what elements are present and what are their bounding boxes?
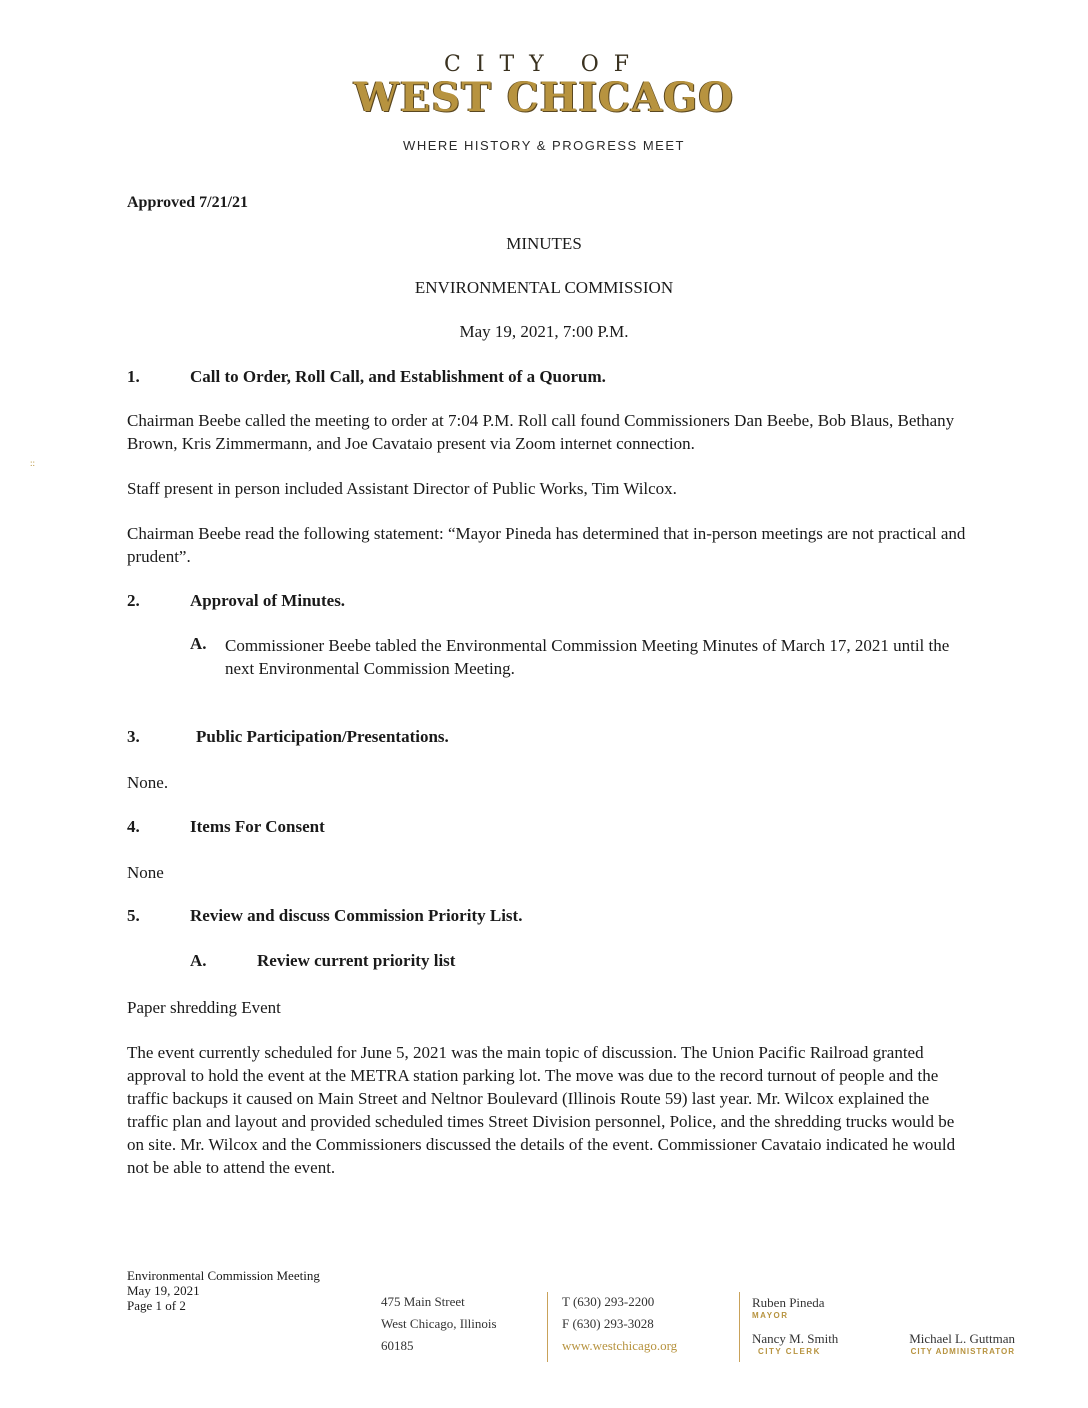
footer-contact	[562, 1291, 677, 1357]
section-1-number: 1.	[127, 367, 140, 386]
logo-tagline: WHERE HISTORY & PROGRESS MEET	[403, 138, 685, 153]
footer-address	[381, 1291, 497, 1357]
section-5-item-a-heading: Review current priority list	[257, 951, 456, 970]
footer-address-city: West Chicago, Illinois	[381, 1316, 497, 1331]
section-5-heading: Review and discuss Commission Priority List.	[190, 906, 523, 925]
footer-meeting-date: May 19, 2021	[127, 1283, 200, 1298]
doc-title-date: May 19, 2021, 7:00 P.M.	[459, 322, 629, 341]
section-3-number: 3.	[127, 727, 140, 746]
section-2-heading: Approval of Minutes.	[190, 591, 346, 610]
footer-admin-name: Michael L. Guttman	[909, 1331, 1015, 1346]
footer-mayor-name: Ruben Pineda	[752, 1295, 825, 1310]
section-2-number: 2.	[127, 591, 140, 610]
logo-west-chicago: WEST CHICAGO	[353, 74, 735, 121]
section-1-paragraph-1: Chairman Beebe called the meeting to order at 7:04 P.M. Roll call found Commissioners Dan Beebe, Bob Blaus, Bethany Brown, Kris Zimmermann, and Joe Cavataio present via Zoom internet connection.	[127, 411, 955, 453]
section-1-paragraph-2: Staff present in person included Assistant Director of Public Works, Tim Wilcox.	[127, 479, 677, 498]
logo-city-of: CITY OF	[443, 52, 644, 77]
section-3-body: None.	[127, 773, 169, 792]
section-5-subhead: Paper shredding Event	[127, 998, 281, 1017]
footer-phone: T (630) 293-2200	[562, 1294, 655, 1309]
section-4-number: 4.	[127, 817, 140, 836]
section-1-heading: Call to Order, Roll Call, and Establishment of a Quorum.	[190, 367, 606, 386]
section-1-paragraph-3: Chairman Beebe read the following statement: “Mayor Pineda has determined that in-person meetings are not practical and prudent”.	[127, 524, 966, 566]
approved-stamp: Approved 7/21/21	[127, 194, 249, 211]
footer-meeting-info	[127, 1268, 320, 1313]
footer-mayor-title: MAYOR	[752, 1311, 789, 1320]
footer-address-street: 475 Main Street	[381, 1294, 465, 1309]
footer-clerk	[752, 1331, 838, 1357]
footer-administrator	[899, 1331, 1015, 1357]
scan-mark-icon: ::	[30, 458, 36, 468]
footer-divider-1	[547, 1292, 548, 1362]
footer-fax: F (630) 293-3028	[562, 1316, 654, 1331]
section-2-item-a-letter: A.	[190, 634, 207, 653]
section-3-heading: Public Participation/Presentations.	[196, 727, 449, 746]
doc-title-minutes: MINUTES	[506, 234, 582, 253]
footer-meeting-name: Environmental Commission Meeting	[127, 1268, 320, 1283]
footer-divider-2	[739, 1292, 740, 1362]
footer-address-zip: 60185	[381, 1338, 414, 1353]
doc-title-commission: ENVIRONMENTAL COMMISSION	[414, 278, 674, 297]
footer-mayor	[752, 1295, 825, 1321]
footer-website-link[interactable]: www.westchicago.org	[562, 1338, 678, 1353]
section-5-item-a-letter: A.	[190, 951, 207, 970]
footer-clerk-title: CITY CLERK	[758, 1347, 821, 1356]
section-2-item-a-text: Commissioner Beebe tabled the Environmental Commission Meeting Minutes of March 17, 2021 until the next Environmental Commission Meeting.	[225, 636, 950, 678]
section-5-body: The event currently scheduled for June 5, 2021 was the main topic of discussion. The Union Pacific Railroad granted approval to hold the event at the METRA station parking lot. The move was due to the record turnout of people and the traffic backups it caused on Main Street and Neltnor Boulevard (Illinois Route 59) last year. Mr. Wilcox explained the traffic plan and layout and provided scheduled times Street Division personnel, Police, and the shredding trucks would be on site. Mr. Wilcox and the Commissioners discussed the details of the event. Commissioner Cavataio indicated he would not be able to attend the event.	[127, 1043, 956, 1177]
section-5-number: 5.	[127, 906, 140, 925]
footer-admin-title: CITY ADMINISTRATOR	[910, 1347, 1015, 1356]
footer-page-number: Page 1 of 2	[127, 1298, 186, 1313]
section-4-body: None	[127, 863, 164, 882]
section-4-heading: Items For Consent	[190, 817, 325, 836]
footer-clerk-name: Nancy M. Smith	[752, 1331, 839, 1346]
